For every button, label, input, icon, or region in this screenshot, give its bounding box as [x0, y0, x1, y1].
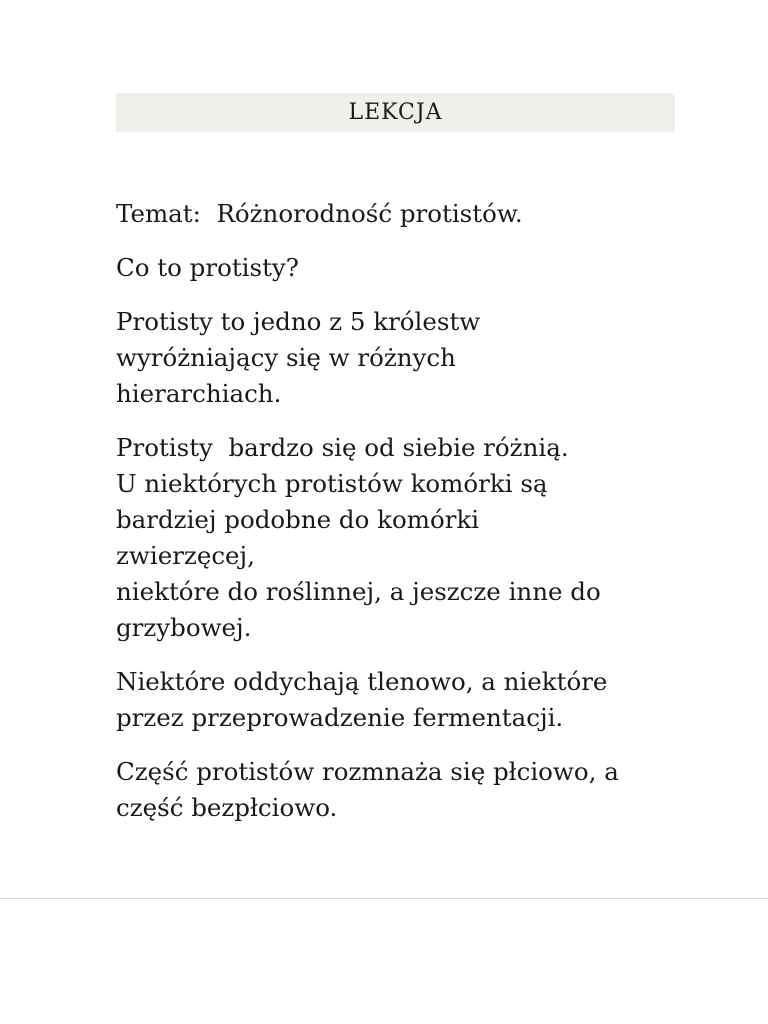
reproduction-paragraph [116, 754, 716, 826]
lesson-title: LEKCJA [348, 100, 443, 125]
lesson-header [116, 93, 675, 132]
text-line: Protisty to jedno z 5 królestw [116, 307, 481, 336]
text-line: niektóre do roślinnej, a jeszcze inne do [116, 577, 601, 606]
text-line: Protisty bardzo się od siebie różnią. [116, 433, 569, 462]
text-line: wyróżniający się w różnych [116, 343, 456, 372]
text-line: zwierzęcej, [116, 541, 255, 570]
question-paragraph [116, 250, 716, 286]
text-line: Temat: Różnorodność protistów. [116, 199, 523, 228]
lesson-body [116, 196, 716, 844]
text-line: U niektórych protistów komórki są [116, 469, 548, 498]
text-line: Niektóre oddychają tlenowo, a niektóre [116, 667, 608, 696]
text-line: grzybowej. [116, 613, 252, 642]
text-line: przez przeprowadzenie fermentacji. [116, 703, 564, 732]
differences-paragraph [116, 430, 716, 646]
text-line: część bezpłciowo. [116, 793, 338, 822]
topic-paragraph [116, 196, 716, 232]
text-line: Co to protisty? [116, 253, 299, 282]
definition-paragraph [116, 304, 716, 412]
text-line: hierarchiach. [116, 379, 282, 408]
respiration-paragraph [116, 664, 716, 736]
page-divider [0, 898, 768, 899]
text-line: Część protistów rozmnaża się płciowo, a [116, 757, 619, 786]
text-line: bardziej podobne do komórki [116, 505, 480, 534]
